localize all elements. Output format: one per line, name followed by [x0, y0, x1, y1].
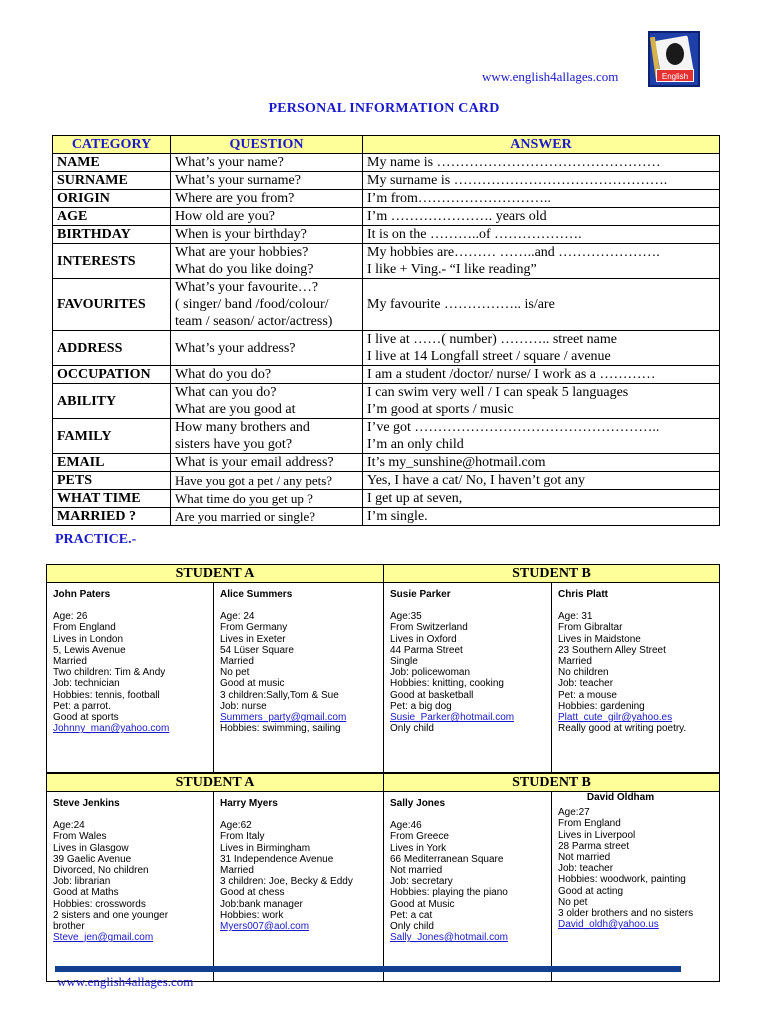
question-cell [171, 454, 363, 472]
student-detail: From Germany [220, 622, 288, 634]
student-name: Sally Jones [390, 798, 446, 809]
student-detail: Lives in Birmingham [220, 842, 311, 854]
question-cell [171, 419, 363, 454]
question-line: Are you married or single? [175, 509, 316, 524]
category-cell: WHAT TIME [53, 490, 171, 508]
student-table-1 [46, 564, 720, 773]
category-cell: AGE [53, 208, 171, 226]
student-cards-row [47, 583, 720, 773]
category-cell: ADDRESS [53, 331, 171, 366]
answer-cell [363, 490, 720, 508]
answer-line: I am a student /doctor/ nurse/ I work as a ………… [367, 367, 656, 382]
student-detail: From England [53, 622, 116, 634]
answer-line: I get up at seven, [367, 491, 463, 506]
answer-line: I live at ……( number) ……….. street name [367, 332, 617, 347]
question-line: What’s your surname? [175, 173, 301, 188]
student-detail: Age: 24 [220, 611, 255, 623]
question-line: What are you good at [175, 402, 296, 417]
answer-line: I’ve got …………………………………………….. [367, 420, 660, 435]
student-detail: Lives in Liverpool [558, 829, 636, 841]
category-cell: OCCUPATION [53, 366, 171, 384]
category-cell: ORIGIN [53, 190, 171, 208]
student-detail: Job: teacher [558, 863, 614, 875]
student-detail: Divorced, No children [53, 865, 149, 877]
student-detail: 54 Lüser Square [220, 644, 294, 656]
student-detail: Job: secretary [390, 876, 453, 888]
student-detail: Pet: a cat [390, 909, 433, 921]
question-line: How old are you? [175, 209, 275, 224]
question-cell [171, 366, 363, 384]
table-row [53, 279, 720, 331]
question-cell [171, 490, 363, 508]
student-detail: Job: teacher [558, 678, 614, 690]
student-detail: Hobbies: work [220, 909, 284, 921]
student-detail: Married [220, 865, 254, 877]
student-detail: From Wales [53, 831, 107, 843]
student-detail: 5, Lewis Avenue [53, 644, 126, 656]
table-row [53, 454, 720, 472]
student-email-link[interactable]: Platt_cute_gilr@yahoo.es [558, 712, 673, 724]
question-line: What can you do? [175, 385, 277, 400]
question-line: What’s your favourite…? [175, 280, 319, 295]
question-line: Have you got a pet / any pets? [175, 473, 333, 488]
category-cell: FAMILY [53, 419, 171, 454]
category-cell: PETS [53, 472, 171, 490]
answer-line: My favourite …………….. is/are [367, 297, 555, 312]
answer-cell [363, 419, 720, 454]
student-email-link[interactable]: Susie_Parker@hotmail.com [390, 712, 515, 724]
student-email-link[interactable]: Steve_jen@gmail.com [53, 932, 154, 944]
student-name: Susie Parker [390, 589, 451, 600]
question-cell [171, 226, 363, 244]
student-detail: Lives in London [53, 633, 124, 645]
student-detail: Only child [390, 921, 434, 933]
student-detail: 23 Southern Alley Street [558, 644, 666, 656]
category-cell: FAVOURITES [53, 279, 171, 331]
student-email-link[interactable]: Myers007@aol.com [220, 921, 310, 933]
answer-line: It is on the ………..of ………………. [367, 227, 582, 242]
student-card [384, 792, 552, 982]
student-card [47, 583, 214, 773]
student-card [552, 583, 720, 773]
student-detail: Job: librarian [53, 876, 111, 888]
english-logo [648, 31, 700, 87]
table-row [53, 190, 720, 208]
student-header-row [47, 565, 720, 583]
answer-cell [363, 331, 720, 366]
category-cell: NAME [53, 154, 171, 172]
answer-line: It’s my_sunshine@hotmail.com [367, 455, 546, 470]
personal-info-table [52, 135, 720, 526]
student-detail: From England [558, 818, 621, 830]
page-title: PERSONAL INFORMATION CARD [268, 101, 500, 116]
student-name: Alice Summers [220, 589, 293, 600]
table-row [53, 508, 720, 526]
student-header-row [47, 774, 720, 792]
student-detail: No pet [558, 896, 588, 908]
answer-line: I’m from……………………….. [367, 191, 551, 206]
answer-cell [363, 208, 720, 226]
student-detail: Good at acting [558, 885, 624, 897]
student-detail: Single [390, 656, 418, 668]
student-cards-row [47, 792, 720, 982]
question-cell [171, 244, 363, 279]
student-detail: Only child [390, 723, 434, 735]
student-detail: Married [53, 656, 87, 668]
student-email-link[interactable]: David_oldh@yahoo.us [558, 919, 659, 931]
question-cell [171, 172, 363, 190]
student-name: Harry Myers [220, 798, 278, 809]
question-cell [171, 384, 363, 419]
table-row [53, 172, 720, 190]
student-detail: Hobbies: knitting, cooking [390, 678, 504, 690]
student-email-link[interactable]: Johnny_man@yahoo.com [53, 723, 170, 735]
question-cell [171, 508, 363, 526]
student-table-2 [46, 773, 720, 982]
student-detail: Lives in Maidstone [558, 633, 641, 645]
student-detail: Lives in Exeter [220, 633, 286, 645]
answer-cell [363, 454, 720, 472]
answer-cell [363, 172, 720, 190]
student-name: Steve Jenkins [53, 798, 120, 809]
student-detail: Age:62 [220, 820, 252, 832]
answer-cell [363, 279, 720, 331]
student-detail: Hobbies: gardening [558, 700, 645, 712]
answer-line: I’m good at sports / music [367, 402, 514, 417]
question-line: What is your email address? [175, 455, 334, 470]
table-row [53, 419, 720, 454]
answer-line: I live at 14 Longfall street / square / avenue [367, 349, 611, 364]
student-detail: Pet: a parrot. [53, 700, 111, 712]
answer-line: My name is ………………………………………… [367, 155, 661, 170]
student-detail: 44 Parma Street [390, 644, 463, 656]
table-row [53, 331, 720, 366]
student-detail: Really good at writing poetry. [558, 723, 687, 735]
question-line: How many brothers and [175, 420, 310, 435]
answer-line: I’m an only child [367, 437, 464, 452]
student-card [47, 792, 214, 982]
logo-label: English [656, 69, 694, 82]
student-detail: Good at Music [390, 898, 455, 910]
table-row [53, 154, 720, 172]
student-detail: 28 Parma street [558, 840, 630, 852]
answer-line: I’m …………………. years old [367, 209, 547, 224]
student-detail: Age:27 [558, 807, 590, 819]
question-cell [171, 472, 363, 490]
student-detail: Pet: a big dog [390, 700, 452, 712]
category-cell: SURNAME [53, 172, 171, 190]
question-line: When is your birthday? [175, 227, 307, 242]
answer-cell [363, 190, 720, 208]
category-cell: BIRTHDAY [53, 226, 171, 244]
student-detail: Age: 26 [53, 611, 88, 623]
student-detail: Lives in York [390, 842, 447, 854]
student-b-header: STUDENT B [384, 774, 720, 792]
student-email-link[interactable]: Summers_party@gmail.com [220, 712, 347, 724]
question-line: sisters have you got? [175, 437, 293, 452]
answer-line: I’m single. [367, 509, 428, 524]
answer-cell [363, 472, 720, 490]
student-card [214, 792, 384, 982]
student-detail: 31 Independence Avenue [220, 853, 334, 865]
student-detail: Lives in Glasgow [53, 842, 129, 854]
student-card [214, 583, 384, 773]
answer-cell [363, 154, 720, 172]
student-detail: Hobbies: tennis, football [53, 689, 160, 701]
answer-line: I like + Ving.- “I like reading” [367, 262, 537, 277]
practice-heading: PRACTICE.- [55, 532, 137, 547]
student-card [552, 792, 720, 982]
question-line: ( singer/ band /food/colour/ [175, 297, 329, 312]
answer-cell [363, 244, 720, 279]
category-cell: EMAIL [53, 454, 171, 472]
student-detail: From Gibraltar [558, 622, 623, 634]
student-detail: Not married [390, 865, 443, 877]
answer-line: My surname is ………………………………………. [367, 173, 668, 188]
student-a-header: STUDENT A [47, 565, 384, 583]
student-detail: Lives in Oxford [390, 633, 457, 645]
student-detail: Not married [558, 852, 611, 864]
student-detail: Hobbies: woodwork, painting [558, 874, 686, 886]
student-detail: Job: policewoman [390, 667, 471, 679]
answer-cell [363, 384, 720, 419]
student-detail: 2 sisters and one younger [53, 909, 169, 921]
student-detail: Good at music [220, 678, 285, 690]
student-detail: Good at sports [53, 712, 119, 724]
table-row [53, 226, 720, 244]
question-line: Where are you from? [175, 191, 295, 206]
student-detail: Job: technician [53, 678, 120, 690]
answer-cell [363, 508, 720, 526]
student-detail: brother [53, 921, 85, 933]
student-name: David Oldham [586, 792, 655, 803]
footer-bar [55, 966, 681, 972]
student-detail: Good at basketball [390, 689, 474, 701]
student-card [384, 583, 552, 773]
student-detail: No children [558, 667, 609, 679]
student-detail: From Greece [390, 831, 449, 843]
student-detail: 3 children: Joe, Becky & Eddy [220, 876, 353, 888]
student-detail: Hobbies: crosswords [53, 898, 146, 910]
footer-url[interactable]: www.english4allages.com [57, 974, 194, 989]
student-name: John Paters [53, 589, 111, 600]
table-row [53, 490, 720, 508]
category-cell: INTERESTS [53, 244, 171, 279]
student-b-header: STUDENT B [384, 565, 720, 583]
table-row [53, 208, 720, 226]
student-detail: 39 Gaelic Avenue [53, 853, 132, 865]
question-line: What’s your address? [175, 340, 296, 356]
answer-line: My hobbies are……… ……..and …………………. [367, 245, 660, 260]
figure-icon [666, 43, 684, 65]
student-detail: No pet [220, 667, 250, 679]
student-detail: Age: 31 [558, 611, 593, 623]
student-detail: 3 older brothers and no sisters [558, 908, 694, 920]
question-line: What do you like doing? [175, 262, 314, 277]
student-detail: From Switzerland [390, 622, 468, 634]
student-detail: Hobbies: playing the piano [390, 887, 508, 899]
question-line: What’s your name? [175, 155, 284, 170]
question-cell [171, 190, 363, 208]
student-detail: Two children: Tim & Andy [53, 667, 166, 679]
student-detail: Job: nurse [220, 700, 267, 712]
question-line: What are your hobbies? [175, 245, 309, 260]
answer-cell [363, 226, 720, 244]
student-email-link[interactable]: Sally_Jones@hotmail.com [390, 932, 508, 944]
table-header-row [53, 136, 720, 154]
student-detail: Married [558, 656, 592, 668]
answer-header: ANSWER [363, 136, 720, 154]
category-cell: MARRIED ? [53, 508, 171, 526]
question-cell [171, 208, 363, 226]
table-row [53, 366, 720, 384]
answer-cell [363, 366, 720, 384]
student-detail: 3 children:Sally,Tom & Sue [220, 689, 339, 701]
student-detail: Age:35 [390, 611, 422, 623]
question-cell [171, 331, 363, 366]
student-detail: Married [220, 656, 254, 668]
category-cell: ABILITY [53, 384, 171, 419]
table-row [53, 472, 720, 490]
student-detail: Good at Maths [53, 887, 119, 899]
question-cell [171, 154, 363, 172]
student-detail: From Italy [220, 831, 265, 843]
student-detail: Pet: a mouse [558, 689, 617, 701]
question-line: team / season/ actor/actress) [175, 314, 333, 329]
student-detail: Age:46 [390, 820, 422, 832]
question-line: What do you do? [175, 367, 272, 382]
question-header: QUESTION [171, 136, 363, 154]
student-detail: Job:bank manager [220, 898, 303, 910]
student-detail: Age:24 [53, 820, 85, 832]
question-line: What time do you get up ? [175, 491, 313, 506]
student-a-header: STUDENT A [47, 774, 384, 792]
answer-line: Yes, I have a cat/ No, I haven’t got any [367, 473, 585, 488]
header-url[interactable]: www.english4allages.com [482, 69, 619, 84]
answer-line: I can swim very well / I can speak 5 languages [367, 385, 629, 400]
category-header: CATEGORY [53, 136, 171, 154]
student-detail: 66 Mediterranean Square [390, 853, 504, 865]
table-row [53, 384, 720, 419]
table-row [53, 244, 720, 279]
student-detail: Hobbies: swimming, sailing [220, 723, 341, 735]
student-detail: Good at chess [220, 887, 285, 899]
question-cell [171, 279, 363, 331]
student-name: Chris Platt [558, 589, 609, 600]
